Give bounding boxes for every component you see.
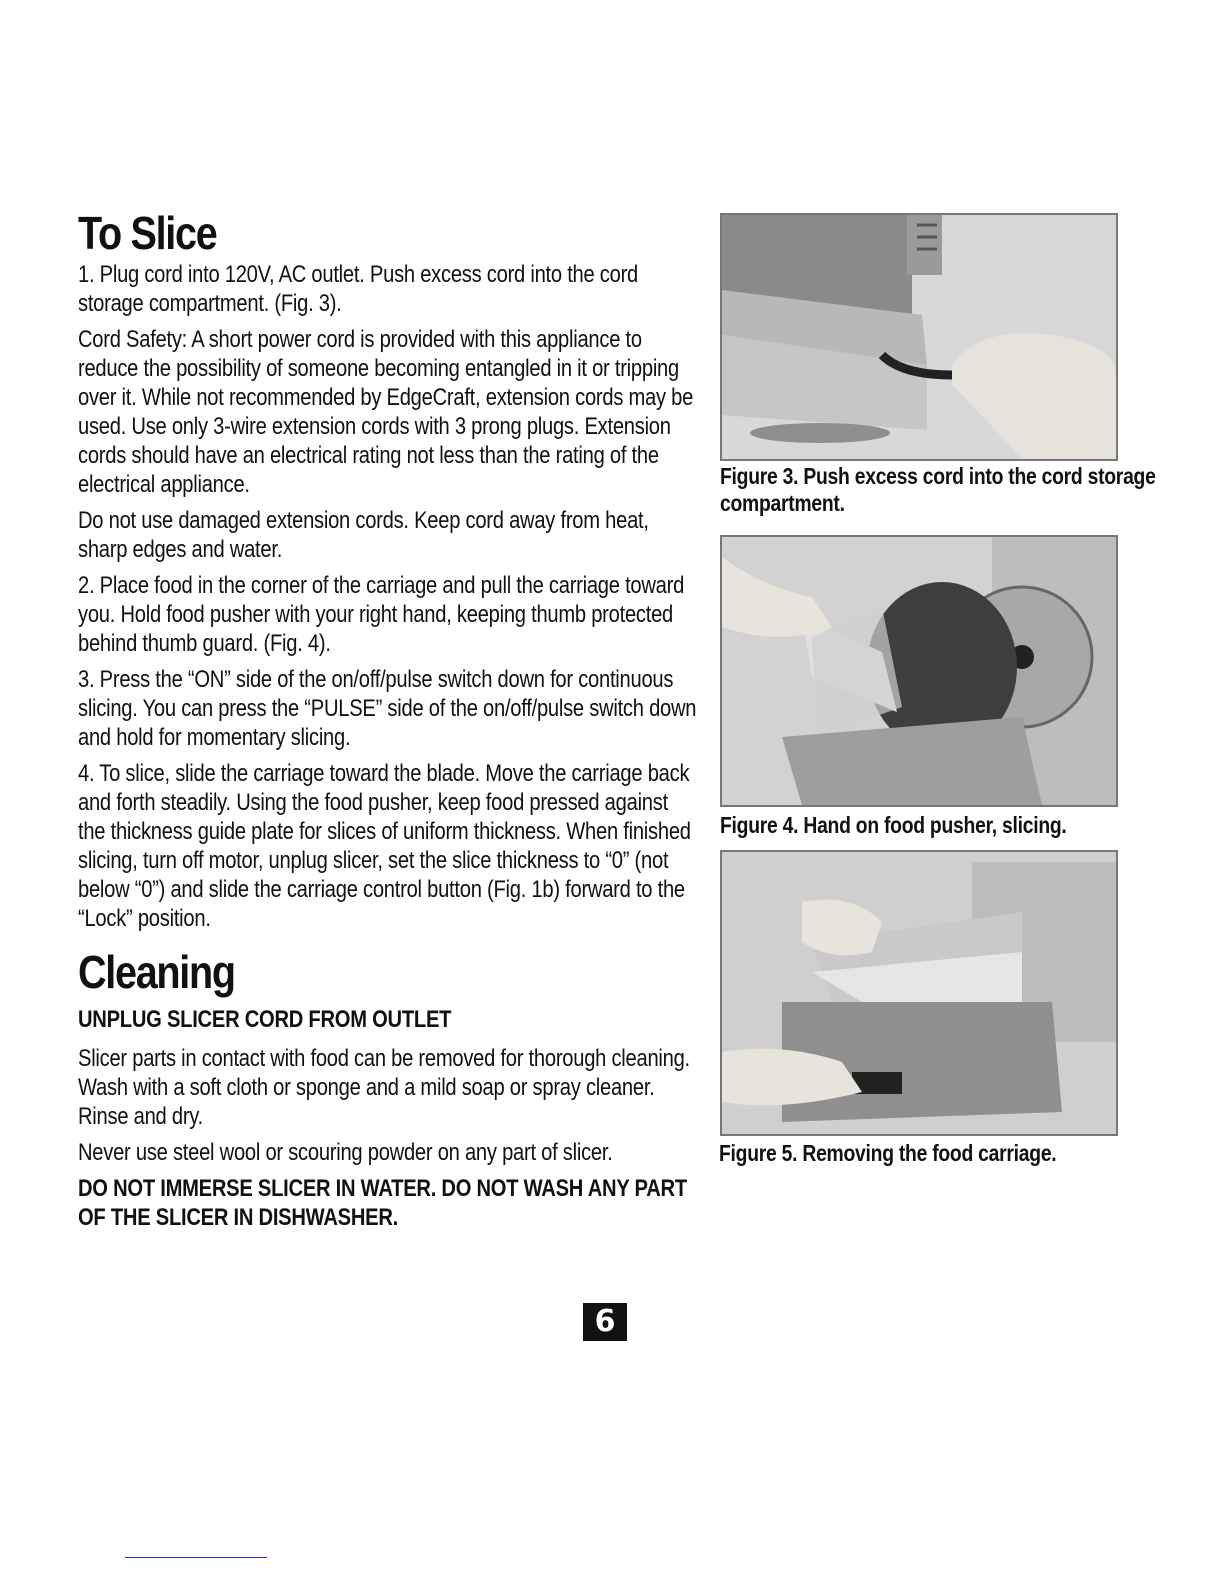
step-4-text: 4. To slice, slide the carriage toward the blade. Move the carriage back and forth steadily. Using the food pusher, keep food pressed against the thickness guide plate for slices of uniform thickness. When finished slicing, turn off motor, unplug slicer, set the slice thickness to “0” (not below “0”) and slide the carriage control button (Fig. 1b) forward to the “Lock” position. [78, 760, 691, 932]
figure-4-photo [720, 535, 1118, 807]
extension-cord-warning-text: Do not use damaged extension cords. Keep cord away from heat, sharp edges and water. [78, 507, 649, 563]
unplug-subheading: UNPLUG SLICER CORD FROM OUTLET [78, 1006, 452, 1033]
cleaning-heading: Cleaning [78, 946, 235, 998]
footer-divider [125, 1557, 267, 1558]
cleaning-text: Slicer parts in contact with food can be removed for thorough cleaning. Wash with a soft cloth or sponge and a mild soap or spray cleaner. Rinse and dry. [78, 1045, 690, 1130]
figure-5-photo [720, 850, 1118, 1136]
figure-3-photo [720, 213, 1118, 461]
figure-4-caption: Figure 4. Hand on food pusher, slicing. [720, 812, 1067, 838]
step-2-text: 2. Place food in the corner of the carriage and pull the carriage toward you. Hold food pusher with your right hand, keeping thumb protected behind thumb guard. (Fig. 4). [78, 572, 685, 657]
main-text-column [78, 206, 698, 1239]
figure-3-caption: Figure 3. Push excess cord into the cord storage compartment. [720, 463, 1156, 516]
figure-5-caption: Figure 5. Removing the food carriage. [719, 1140, 1057, 1166]
step-1-text: 1. Plug cord into 120V, AC outlet. Push excess cord into the cord storage compartment. (Fig. 3). [78, 261, 639, 317]
to-slice-heading: To Slice [78, 207, 217, 259]
step-3-text: 3. Press the “ON” side of the on/off/pulse switch down for continuous slicing. You can press the “PULSE” side of the on/off/pulse switch down and hold for momentary slicing. [78, 666, 697, 751]
page-number: 6 [583, 1303, 627, 1341]
cord-safety-text: Cord Safety: A short power cord is provided with this appliance to reduce the possibility of someone becoming entangled in it or tripping over it. While not recommended by EdgeCraft, extension cords may be used. Use only 3-wire extension cords with 3 prong plugs. Extension cords should have an electrical rating not less than the rating of the electrical appliance. [78, 326, 694, 498]
steel-wool-text: Never use steel wool or scouring powder on any part of slicer. [78, 1139, 613, 1166]
immerse-warning-text: DO NOT IMMERSE SLICER IN WATER. DO NOT WASH ANY PART OF THE SLICER IN DISHWASHER. [78, 1175, 687, 1231]
